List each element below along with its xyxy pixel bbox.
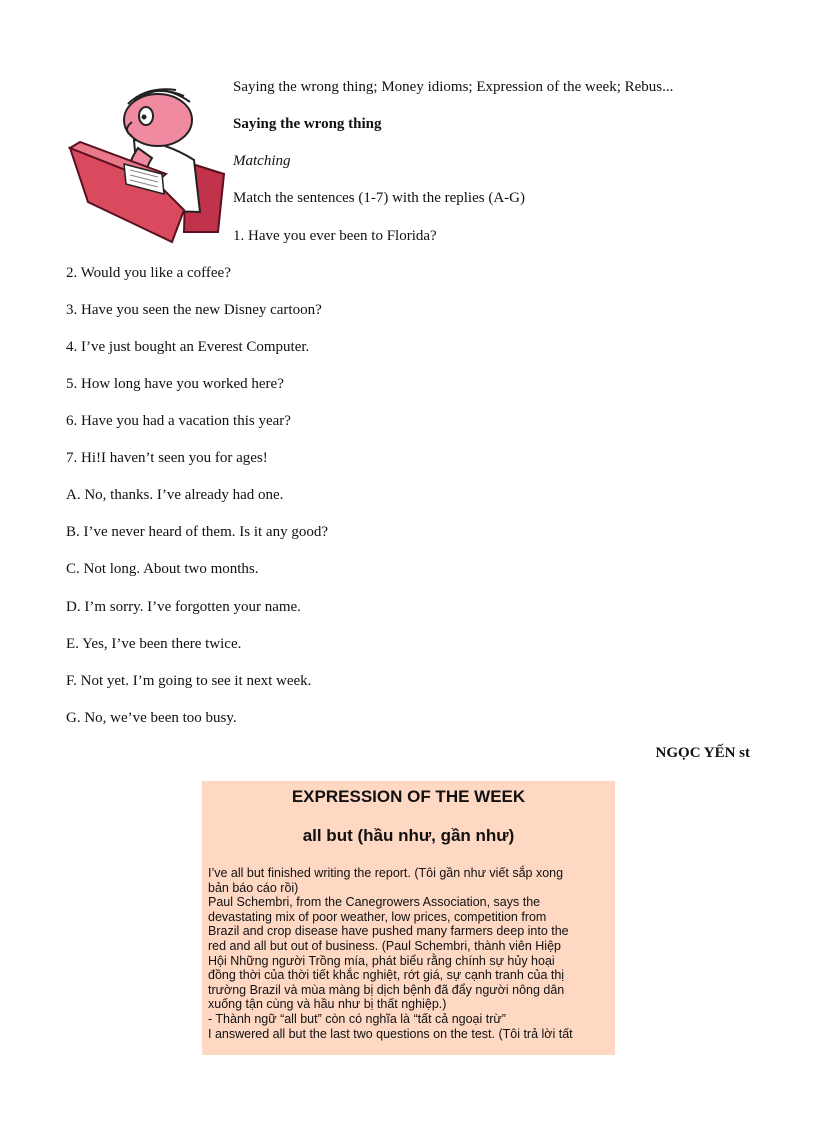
reply-d: D. I’m sorry. I’ve forgotten your name. (66, 599, 301, 615)
expression-line: red and all but out of business. (Paul Schembri, thành viên Hiệp (208, 938, 561, 953)
expression-line: I’ve all but finished writing the report. (Tôi gần như viết sắp xong (208, 866, 564, 880)
sentence-4: 4. I’ve just bought an Everest Computer. (66, 339, 310, 355)
reply-g: G. No, we’ve been too busy. (66, 710, 237, 726)
sentence-3: 3. Have you seen the new Disney cartoon? (66, 302, 322, 318)
instruction: Match the sentences (1-7) with the replies (A-G) (233, 190, 525, 206)
reply-b: B. I’ve never heard of them. Is it any good? (66, 524, 328, 540)
section-title: Saying the wrong thing (233, 116, 382, 132)
expression-line: bản báo cáo rồi) (208, 880, 299, 895)
sentence-7: 7. Hi!I haven’t seen you for ages! (66, 450, 268, 466)
reply-e: E. Yes, I’ve been there twice. (66, 636, 242, 652)
header-line: Saying the wrong thing; Money idioms; Expression of the week; Rebus... (233, 79, 674, 95)
sentence-5: 5. How long have you worked here? (66, 376, 284, 392)
section-subtitle: Matching (233, 153, 291, 169)
sentence-2: 2. Would you like a coffee? (66, 265, 231, 281)
cartoon-man-at-desk-icon (66, 82, 232, 248)
expression-line: xuống tận cùng và hầu như bị thất nghiệp.) (208, 997, 447, 1012)
expression-line: Brazil and crop disease have pushed many farmers deep into the (208, 924, 569, 939)
expression-line: devastating mix of poor weather, low prices, competition from (208, 909, 547, 924)
expression-line: Hội Những người Trồng mía, phát biểu rằng chính sự hủy hoại (208, 953, 555, 968)
expression-title: EXPRESSION OF THE WEEK (291, 787, 526, 806)
sentence-6: 6. Have you had a vacation this year? (66, 413, 291, 429)
expression-line: trường Brazil và mùa màng bị dịch bệnh đã đẩy người nông dân (208, 982, 565, 997)
reply-c: C. Not long. About two months. (66, 561, 259, 577)
expression-subtitle: all but (hầu như, gần như) (302, 826, 515, 845)
expression-line: - Thành ngữ “all but” còn có nghĩa là “tất cả ngoại trừ” (208, 1011, 506, 1026)
reply-f: F. Not yet. I’m going to see it next week. (66, 673, 312, 689)
reply-a: A. No, thanks. I’ve already had one. (66, 487, 284, 503)
expression-of-the-week-box (202, 781, 615, 1055)
author-signature: NGỌC YẾN st (655, 745, 750, 761)
expression-line: I answered all but the last two questions on the test. (Tôi trả lời tất (208, 1026, 573, 1041)
expression-line: đồng thời của thời tiết khắc nghiệt, rớt giá, sự cạnh tranh của thị (208, 968, 565, 983)
expression-line: Paul Schembri, from the Canegrowers Association, says the (208, 895, 541, 910)
sentence-1: 1. Have you ever been to Florida? (233, 228, 437, 244)
expression-body (208, 866, 605, 1041)
